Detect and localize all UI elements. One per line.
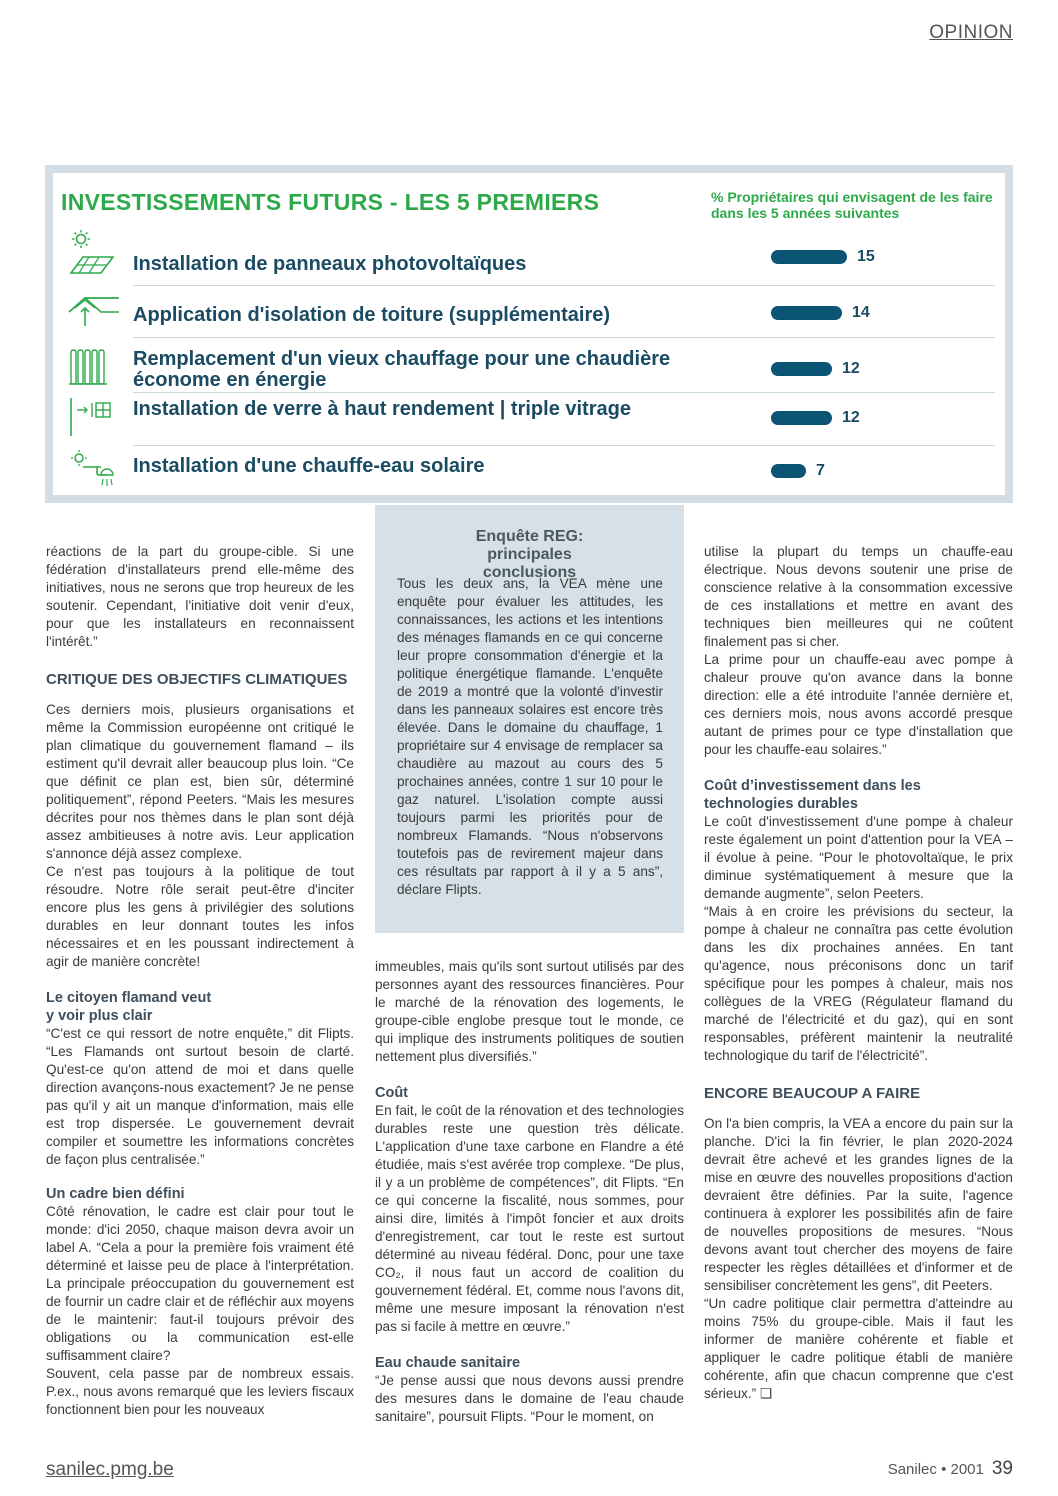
investment-bar (771, 306, 842, 320)
investment-value: 14 (852, 304, 870, 321)
paragraph: utilise la plupart du temps un chauffe-eau électrique. Nous devons soutenir une prise de conscience relative à la consommation excessive de ces installations et mettre en avant des techniques bien meilleures qui ne coûtent finalement pas si cher. (704, 544, 1013, 649)
paragraph: Tous les deux ans, la VEA mène une enquête pour évaluer les attitudes, les connaissances, les actions et les intentions des ménages flamands en ce qui concerne leur propre consommation d'énergie et la politique énergétique flamande. L'enquête de 2019 a montré que la volonté d'investir dans les panneaux solaires est encore très élevée. Dans le domaine du chauffage, 1 propriétaire sur 4 envisage de remplacer sa chaudière au mazout au cours des 5 prochaines années, contre 1 sur 10 pour le gaz naturel. L'isolation compte aussi toujours parmi les priorités pour de nombreux Flamands. “Nous n'observons toutefois pas de revirement majeur dans ces résultats par rapport à il y a 5 ans”, déclare Flipts. (397, 576, 663, 897)
paragraph: On l'a bien compris, la VEA a encore du pain sur la planche. D'ici la fin février, le plan 2020-2024 devrait être achevé et les grandes lignes de la mise en œuvre des nouvelles propositions d'action devraient être définies. Par la suite, l'agence continuera à explorer les possibilités afin de faire de nouvelles propositions de mesures. “Nous devons avant tout chercher des moyens de faire respecter les règles détaillées et d'informer et de sensibiliser concrètement les gens”, dit Peeters. (704, 1116, 1013, 1293)
paragraph: Souvent, cela passe par de nombreux essais. P.ex., nous avons remarqué que les leviers fiscaux fonctionnent bien pour les nouveaux (46, 1366, 354, 1417)
investment-value: 12 (842, 360, 860, 377)
article-column-1 (46, 543, 354, 1419)
infographic-panel (53, 173, 1005, 495)
investment-bar (771, 250, 847, 264)
row-divider (133, 285, 995, 286)
paragraph: “Je pense aussi que nous devons aussi prendre des mesures dans le domaine de l'eau chaude sanitaire”, poursuit Flipts. “Pour le moment, on (375, 1373, 684, 1424)
investment-value: 15 (857, 248, 875, 265)
subheading: Coût (375, 1085, 409, 1101)
investment-label: Installation de panneaux photovoltaïques (133, 253, 527, 275)
paragraph: “C'est ce qui ressort de notre enquête,” dit Flipts. “Les Flamands ont surtout besoin de clarté. Qu'est-ce qu'on attend de moi et dans quelle direction avançons-nous exactement? Je ne pense pas qu'il y ait un manque d'information, mais elle est trop dispersée. Le gouvernement devrait compiler et soumettre les informations concrètes de façon plus centralisée.” (46, 1026, 354, 1167)
paragraph: Côté rénovation, le cadre est clair pour tout le monde: d'ici 2050, chaque maison devra avoir un label A. “Cela a pour la première fois vraiment été déterminé et laisse peu de place à l'interprétation. La principale préoccupation du gouvernement est de fournir un cadre clair et de réfléchir aux moyens de le maintenir: faut-il toujours prévoir des obligations ou la communication est-elle suffisamment claire? (46, 1204, 354, 1363)
survey-sidebar-box (375, 505, 684, 933)
paragraph: Ce n'est pas toujours à la politique de tout résoudre. Notre rôle serait peut-être d'inciter encore plus les gens à privilégier des solutions durables en leur donnant toutes les infos nécessaires et en les poussant indirectement à agir de manière concrète! (46, 864, 354, 969)
infographic-title: INVESTISSEMENTS FUTURS - LES 5 PREMIERS (61, 189, 600, 215)
investment-bar (771, 411, 832, 425)
paragraph: “Mais à en croire les prévisions du secteur, la pompe à chaleur ne connaîtra pas cette évolution dans les dix prochaines années. En tant qu'agence, nous préconisons donc un tarif spécifique pour les pompes à chaleur, mais nos collègues de la VREG (Régulateur flamand du marché de l'électricité et du gaz), qui en sont responsables, préfèrent maintenir la neutralité technologique du tarif de l'électricité”. (704, 904, 1013, 1063)
investment-bar (771, 464, 806, 478)
investment-label: Installation d'une chauffe-eau solaire (133, 455, 485, 477)
roof-insulation-icon (67, 290, 123, 336)
investment-label: Application d'isolation de toiture (supplémentaire) (133, 304, 611, 326)
solar-panel-icon (67, 229, 123, 275)
infographic (45, 165, 1013, 503)
section-heading: CRITIQUE DES OBJECTIFS CLIMATIQUES (46, 671, 348, 688)
row-divider (133, 445, 995, 446)
sidebar-title: Enquête REG: principales conclusions (475, 528, 584, 581)
subheading: Un cadre bien défini (46, 1186, 185, 1202)
investment-value: 7 (816, 462, 825, 479)
paragraph: Le coût d'investissement d'une pompe à chaleur reste également un point d'attention pour la VEA – il évolue à peine. “Pour le photovoltaïque, le prix diminue systématiquement à mesure que la demande augmente”, selon Peeters. (704, 814, 1013, 901)
paragraph: réactions de la part du groupe-cible. Si une fédération d'installateurs prend elle-même des initiatives, nous ne serons que trop heureux de les soutenir. Cependant, l'initiative doit venir d'eux, pour que les installateurs en reconnaissent l'intérêt.” (46, 544, 354, 649)
footer-info (888, 1458, 1013, 1480)
subheading: Le citoyen flamand veut y voir plus clair (46, 990, 212, 1024)
page-number: 39 (991, 1458, 1013, 1479)
section-heading: ENCORE BEAUCOUP A FAIRE (704, 1085, 921, 1102)
infographic-legend: % Propriétaires qui envisagent de les faire dans les 5 années suivantes (711, 189, 993, 221)
article-column-2 (375, 958, 684, 1426)
investment-value: 12 (842, 409, 860, 426)
sidebar-body (397, 575, 663, 899)
investment-bar (771, 362, 832, 376)
section-label: OPINION (929, 22, 1013, 43)
solar-water-heater-icon (67, 449, 123, 495)
row-divider (133, 337, 995, 338)
row-divider (133, 392, 995, 393)
paragraph: La prime pour un chauffe-eau avec pompe à chaleur prouve qu'on avance dans la bonne direction: elle a été introduite l'année dernière et, ces derniers mois, nous avons accordé presque autant de primes pour ce type d'installation que pour les chauffe-eau solaires.” (704, 652, 1013, 757)
investment-label: Installation de verre à haut rendement | triple vitrage (133, 398, 631, 420)
paragraph: En fait, le coût de la rénovation et des technologies durables reste une question très délicate. L'application d'une taxe carbone en Flandre a été étudiée, mais s'est avérée trop complexe. “De plus, il y a un problème de compétences”, dit Flipts. “En ce qui concerne la fiscalité, nous sommes, pour ainsi dire, limités à l'impôt foncier et aux droits d'enregistrement, car tout le reste est surtout déterminé au niveau fédéral. Donc, pour une taxe CO₂, il nous faut un accord de coalition du gouvernement fédéral. Et, comme nous l'avons dit, même une mesure imposant la rénovation n'est pas si facile à mettre en œuvre.” (375, 1103, 684, 1334)
subheading: Eau chaude sanitaire (375, 1355, 521, 1371)
paragraph: “Un cadre politique clair permettra d'atteindre au moins 75% du groupe-cible. Mais il faut les informer de manière cohérente et fiable et appliquer le cadre politique établi de manière cohérente, afin que chacun comprenne que c'est sérieux.” ❑ (704, 1296, 1013, 1401)
radiator-icon (67, 344, 123, 390)
article-column-3 (704, 543, 1013, 1403)
window-glazing-icon (67, 394, 123, 440)
website-link[interactable]: sanilec.pmg.be (46, 1459, 174, 1480)
paragraph: immeubles, mais qu'ils sont surtout utilisés par des personnes ayant des ressources financières. Pour le marché de la rénovation des logements, le groupe-cible englobe presque tout le monde, ce qui implique des instruments politiques de soutien nettement plus diversifiés.” (375, 959, 684, 1064)
investment-label: Remplacement d'un vieux chauffage pour une chaudière économe en énergie (133, 348, 671, 391)
subheading: Coût d’investissement dans les technologies durables (704, 778, 921, 812)
publication-name: Sanilec • 2001 (887, 1461, 984, 1478)
paragraph: Ces derniers mois, plusieurs organisations et même la Commission européenne ont critiqué le plan climatique du gouvernement flamand – ils estiment qu'il devrait aller beaucoup plus loin. “Ce que définit ce plan est, bien sûr, déterminé politiquement”, répond Peeters. “Mais les mesures décrites pour nos thèmes dans le plan sont déjà assez ambitieuses à notre avis. Leur application s'annonce déjà assez complexe. (46, 702, 354, 861)
